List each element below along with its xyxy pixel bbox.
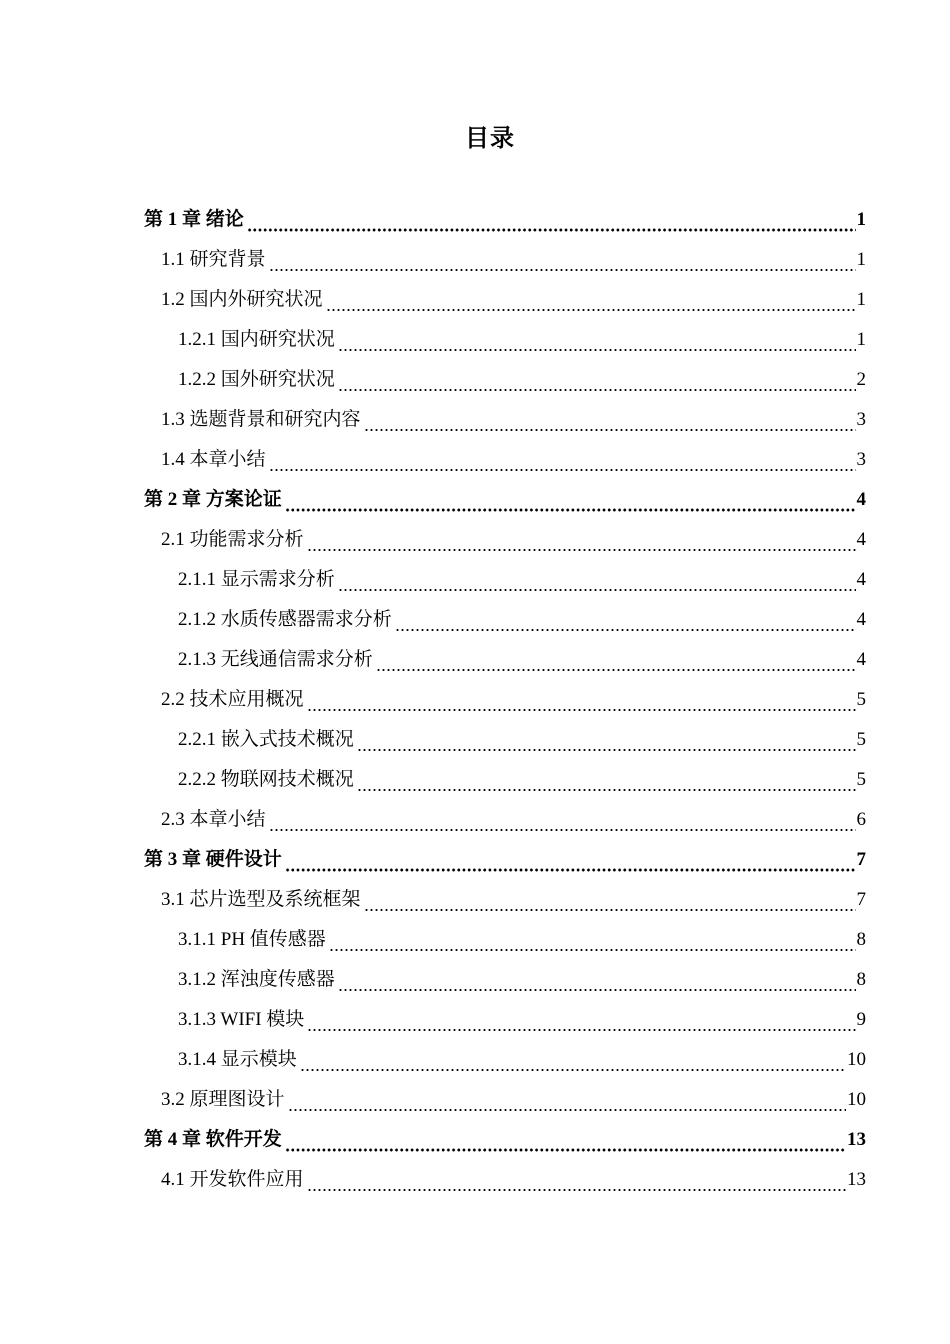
toc-entry-title: 4.1 开发软件应用 [161,1169,304,1190]
toc-entry-title: 2.1.3 无线通信需求分析 [178,649,373,670]
toc-chapter-entry[interactable] [144,202,866,242]
toc-section-entry[interactable] [144,522,866,562]
toc-entry-title: 2.2.1 嵌入式技术概况 [178,729,354,750]
toc-dot-leader [338,332,856,352]
toc-entry-title: 1.3 选题背景和研究内容 [161,409,361,430]
toc-entry-title: 1.2.1 国内研究状况 [178,329,335,350]
toc-dot-leader [357,772,856,792]
toc-page-number: 4 [856,489,866,510]
toc-dot-leader [395,612,856,632]
toc-chapter-entry[interactable] [144,482,866,522]
toc-chapter-entry[interactable] [144,1122,866,1162]
toc-page-number: 13 [847,1129,866,1150]
toc-entry-title: 2.1.2 水质传感器需求分析 [178,609,392,630]
toc-section-entry[interactable] [144,442,866,482]
toc-entry-title: 2.1.1 显示需求分析 [178,569,335,590]
toc-dot-leader [307,1012,855,1032]
toc-section-entry[interactable] [144,402,866,442]
toc-page-number: 4 [856,609,866,630]
toc-entry-title: 第 4 章 软件开发 [144,1129,282,1150]
toc-section-entry[interactable] [144,282,866,322]
toc-page-number: 4 [856,649,866,670]
toc-dot-leader [269,252,856,272]
toc-page-number: 1 [856,329,866,350]
toc-page-number: 3 [856,409,866,430]
toc-dot-leader [326,292,856,312]
toc-page-number: 1 [856,289,866,310]
toc-dot-leader [364,412,856,432]
toc-page-number: 10 [847,1089,866,1110]
toc-entry-title: 1.1 研究背景 [161,249,266,270]
toc-section-entry[interactable] [144,922,866,962]
toc-section-entry[interactable] [144,1082,866,1122]
toc-entry-title: 3.1.2 浑浊度传感器 [178,969,335,990]
table-of-contents [144,202,866,1202]
toc-section-entry[interactable] [144,242,866,282]
toc-dot-leader [285,492,856,512]
toc-entry-title: 2.2 技术应用概况 [161,689,304,710]
toc-page-number: 9 [856,1009,866,1030]
toc-dot-leader [364,892,856,912]
toc-entry-title: 2.1 功能需求分析 [161,529,304,550]
toc-dot-leader [247,212,856,232]
toc-section-entry[interactable] [144,562,866,602]
toc-page-number: 1 [856,209,866,230]
toc-section-entry[interactable] [144,642,866,682]
toc-dot-leader [285,1132,846,1152]
toc-entry-title: 1.2 国内外研究状况 [161,289,323,310]
toc-dot-leader [288,1092,846,1112]
toc-section-entry[interactable] [144,722,866,762]
toc-section-entry[interactable] [144,802,866,842]
toc-dot-leader [307,532,856,552]
toc-page-number: 10 [847,1049,866,1070]
toc-entry-title: 3.1.3 WIFI 模块 [178,1009,305,1030]
toc-entry-title: 2.2.2 物联网技术概况 [178,769,354,790]
toc-entry-title: 1.4 本章小结 [161,449,266,470]
toc-entry-title: 1.2.2 国外研究状况 [178,369,335,390]
toc-dot-leader [338,572,856,592]
toc-page-number: 13 [847,1169,866,1190]
toc-section-entry[interactable] [144,362,866,402]
toc-entry-title: 3.2 原理图设计 [161,1089,285,1110]
toc-entry-title: 第 2 章 方案论证 [144,489,282,510]
toc-page-number: 8 [856,969,866,990]
toc-entry-title: 第 1 章 绪论 [144,209,244,230]
toc-page-number: 7 [856,889,866,910]
toc-section-entry[interactable] [144,602,866,642]
toc-dot-leader [338,972,856,992]
toc-page-number: 4 [856,569,866,590]
toc-entry-title: 3.1.1 PH 值传感器 [178,929,326,950]
toc-dot-leader [285,852,856,872]
toc-dot-leader [357,732,856,752]
toc-entry-title: 2.3 本章小结 [161,809,266,830]
toc-dot-leader [307,1172,846,1192]
toc-page-number: 4 [856,529,866,550]
toc-section-entry[interactable] [144,1002,866,1042]
toc-page-number: 1 [856,249,866,270]
toc-section-entry[interactable] [144,762,866,802]
toc-dot-leader [307,692,856,712]
toc-dot-leader [269,452,856,472]
toc-page-number: 3 [856,449,866,470]
toc-chapter-entry[interactable] [144,842,866,882]
toc-dot-leader [338,372,856,392]
toc-section-entry[interactable] [144,1042,866,1082]
toc-entry-title: 3.1 芯片选型及系统框架 [161,889,361,910]
toc-section-entry[interactable] [144,962,866,1002]
toc-section-entry[interactable] [144,882,866,922]
toc-page-number: 7 [856,849,866,870]
page-title: 目录 [465,124,515,152]
toc-entry-title: 3.1.4 显示模块 [178,1049,297,1070]
toc-dot-leader [300,1052,846,1072]
toc-page-number: 5 [856,769,866,790]
toc-dot-leader [376,652,856,672]
toc-dot-leader [329,932,856,952]
toc-page-number: 6 [856,809,866,830]
toc-section-entry[interactable] [144,682,866,722]
toc-page-number: 5 [856,729,866,750]
toc-dot-leader [269,812,856,832]
toc-section-entry[interactable] [144,322,866,362]
toc-page-number: 5 [856,689,866,710]
toc-page-number: 2 [856,369,866,390]
toc-entry-title: 第 3 章 硬件设计 [144,849,282,870]
toc-page-number: 8 [856,929,866,950]
toc-section-entry[interactable] [144,1162,866,1202]
